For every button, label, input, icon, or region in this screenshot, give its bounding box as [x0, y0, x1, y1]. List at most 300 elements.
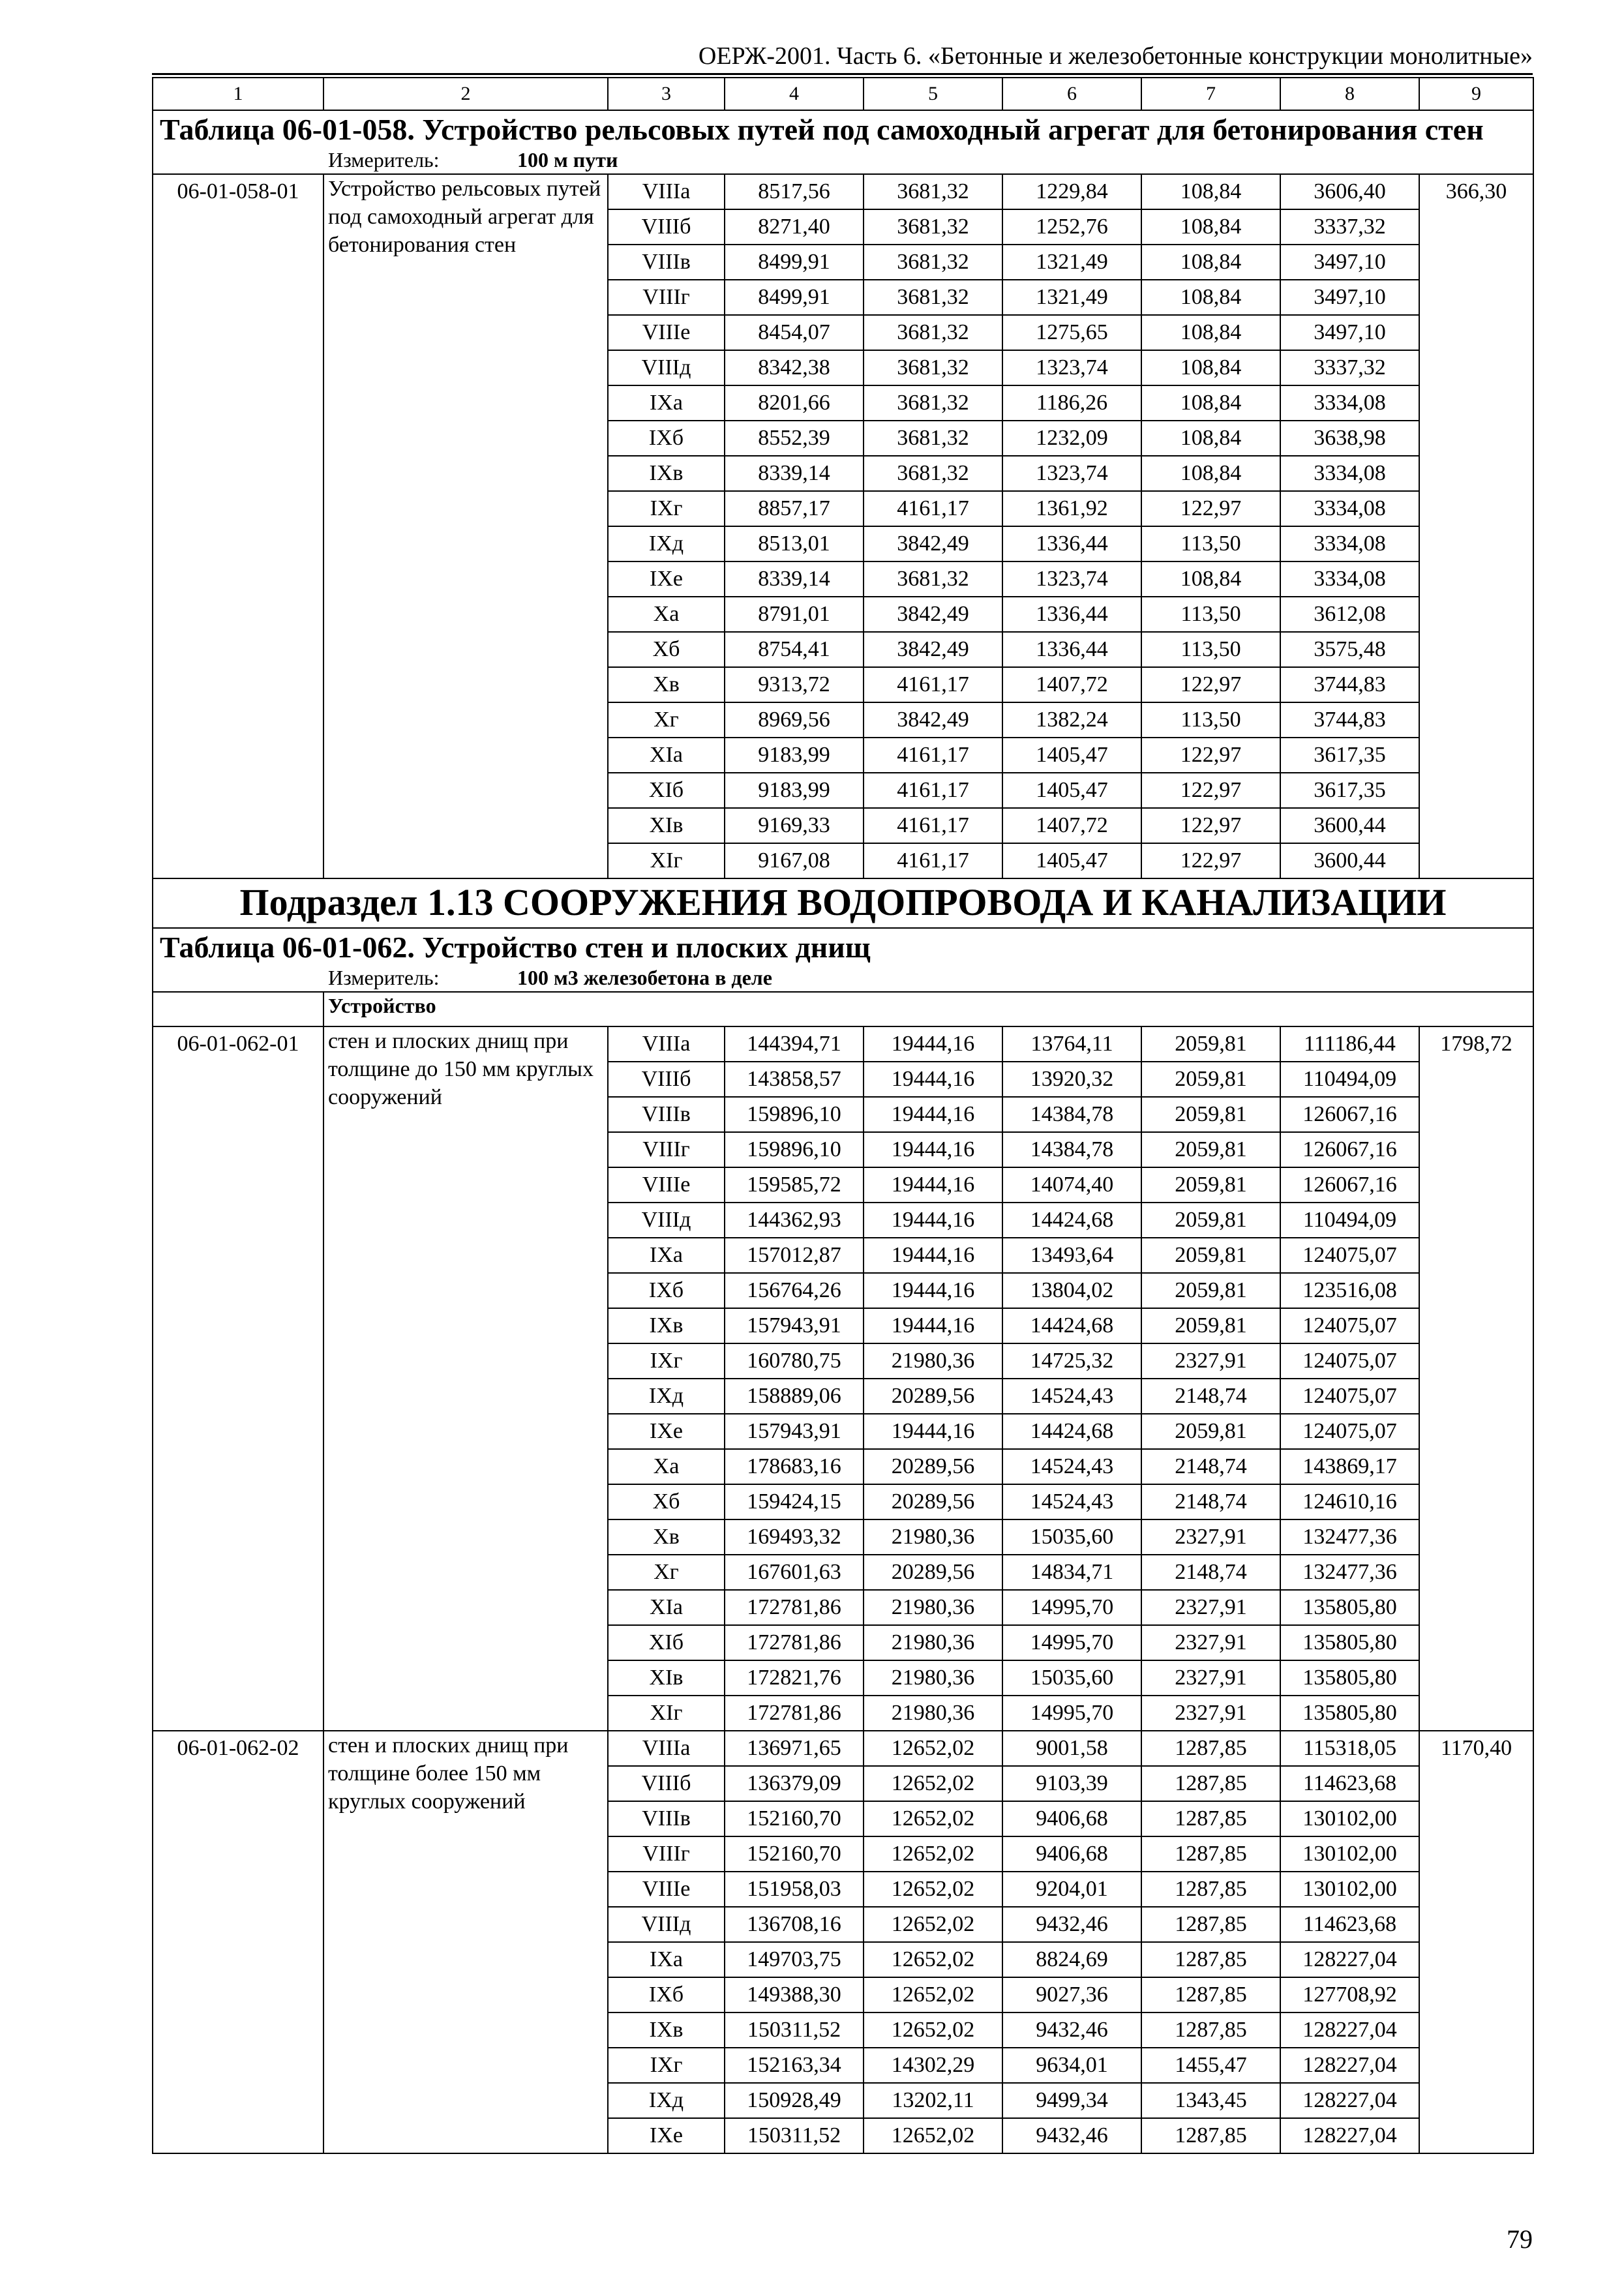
- zone-cell: Xг: [608, 702, 725, 738]
- value-cell: 3497,10: [1280, 315, 1419, 350]
- value-cell: 152163,34: [725, 2048, 864, 2083]
- value-cell: 124075,07: [1280, 1308, 1419, 1343]
- value-cell: 9406,68: [1002, 1836, 1141, 1872]
- value-cell: 20289,56: [864, 1555, 1002, 1590]
- zone-cell: XIв: [608, 1660, 725, 1696]
- value-cell: 159896,10: [725, 1097, 864, 1132]
- value-cell: 8499,91: [725, 245, 864, 280]
- zone-cell: IXа: [608, 1942, 725, 1977]
- value-cell: 9499,34: [1002, 2083, 1141, 2118]
- value-cell: 12652,02: [864, 1836, 1002, 1872]
- value-cell: 3681,32: [864, 385, 1002, 421]
- value-cell: 4161,17: [864, 843, 1002, 878]
- value-cell: 2059,81: [1141, 1097, 1280, 1132]
- value-cell: 8552,39: [725, 421, 864, 456]
- value-cell: 21980,36: [864, 1519, 1002, 1555]
- zone-cell: IXв: [608, 1308, 725, 1343]
- value-cell: 122,97: [1141, 843, 1280, 878]
- value-cell: 150928,49: [725, 2083, 864, 2118]
- value-cell: 124075,07: [1280, 1414, 1419, 1449]
- value-cell: 157943,91: [725, 1308, 864, 1343]
- value-cell: 113,50: [1141, 632, 1280, 667]
- value-cell: 4161,17: [864, 808, 1002, 843]
- value-cell: 1287,85: [1141, 1731, 1280, 1766]
- value-cell: 3842,49: [864, 702, 1002, 738]
- value-cell: 14995,70: [1002, 1625, 1141, 1660]
- zone-cell: IXг: [608, 491, 725, 526]
- value-cell: 8969,56: [725, 702, 864, 738]
- measure-value: 100 м3 железобетона в деле: [517, 966, 772, 989]
- value-cell: 172821,76: [725, 1660, 864, 1696]
- zone-cell: Xв: [608, 1519, 725, 1555]
- value-cell: 8517,56: [725, 174, 864, 209]
- measure-row: [153, 965, 1533, 992]
- zone-cell: IXд: [608, 526, 725, 561]
- value-cell: 2059,81: [1141, 1062, 1280, 1097]
- value-cell: 132477,36: [1280, 1555, 1419, 1590]
- value-cell: 12652,02: [864, 1872, 1002, 1907]
- value-cell: 126067,16: [1280, 1167, 1419, 1203]
- value-cell: 8513,01: [725, 526, 864, 561]
- value-cell: 14074,40: [1002, 1167, 1141, 1203]
- value-cell: 2059,81: [1141, 1026, 1280, 1062]
- value-cell: 152160,70: [725, 1836, 864, 1872]
- column-number: 4: [725, 78, 864, 110]
- value-cell: 136708,16: [725, 1907, 864, 1942]
- value-cell: 143858,57: [725, 1062, 864, 1097]
- zone-cell: VIIIг: [608, 1836, 725, 1872]
- value-cell: 108,84: [1141, 561, 1280, 597]
- value-cell: 1287,85: [1141, 1801, 1280, 1836]
- value-cell: 110494,09: [1280, 1062, 1419, 1097]
- value-cell: 2327,91: [1141, 1590, 1280, 1625]
- zone-cell: IXб: [608, 421, 725, 456]
- value-cell: 156764,26: [725, 1273, 864, 1308]
- value-cell: 3334,08: [1280, 561, 1419, 597]
- value-cell: 149388,30: [725, 1977, 864, 2012]
- column-number: 3: [608, 78, 725, 110]
- value-cell: 21980,36: [864, 1590, 1002, 1625]
- zone-cell: Xг: [608, 1555, 725, 1590]
- item-description: Устройство рельсовых путей под самоходный агрегат для бетонирования стен: [323, 174, 608, 878]
- zone-cell: VIIIа: [608, 1731, 725, 1766]
- value-cell: 108,84: [1141, 280, 1280, 315]
- value-cell: 144362,93: [725, 1203, 864, 1238]
- value-cell: 15035,60: [1002, 1660, 1141, 1696]
- value-cell: 135805,80: [1280, 1696, 1419, 1731]
- value-cell: 128227,04: [1280, 2118, 1419, 2153]
- value-cell: 1343,45: [1141, 2083, 1280, 2118]
- value-cell: 3600,44: [1280, 843, 1419, 878]
- value-cell: 1405,47: [1002, 773, 1141, 808]
- value-cell: 172781,86: [725, 1625, 864, 1660]
- value-cell: 1405,47: [1002, 738, 1141, 773]
- value-cell: 19444,16: [864, 1167, 1002, 1203]
- value-cell: 3842,49: [864, 526, 1002, 561]
- value-cell: 3600,44: [1280, 808, 1419, 843]
- value-cell: 1336,44: [1002, 597, 1141, 632]
- value-cell: 19444,16: [864, 1414, 1002, 1449]
- value-cell: 2148,74: [1141, 1555, 1280, 1590]
- zone-cell: VIIIд: [608, 1907, 725, 1942]
- value-cell: 3497,10: [1280, 280, 1419, 315]
- zone-cell: VIIIб: [608, 1062, 725, 1097]
- zone-cell: IXа: [608, 385, 725, 421]
- value-cell: 19444,16: [864, 1132, 1002, 1167]
- value-cell: 167601,63: [725, 1555, 864, 1590]
- value-cell: 9634,01: [1002, 2048, 1141, 2083]
- value-cell: 14524,43: [1002, 1379, 1141, 1414]
- value-cell: 2327,91: [1141, 1625, 1280, 1660]
- value-cell: 14834,71: [1002, 1555, 1141, 1590]
- zone-cell: VIIIе: [608, 315, 725, 350]
- value-cell: 172781,86: [725, 1590, 864, 1625]
- value-cell: 8791,01: [725, 597, 864, 632]
- zone-cell: Xа: [608, 597, 725, 632]
- value-cell: 124075,07: [1280, 1343, 1419, 1379]
- value-cell: 3681,32: [864, 280, 1002, 315]
- value-cell: 8342,38: [725, 350, 864, 385]
- value-cell: 3575,48: [1280, 632, 1419, 667]
- page-header: ОЕРЖ-2001. Часть 6. «Бетонные и железобетонные конструкции монолитные»: [698, 42, 1533, 70]
- value-cell: 14995,70: [1002, 1696, 1141, 1731]
- table-058-title: Таблица 06-01-058. Устройство рельсовых путей под самоходный агрегат для бетонирования стен: [153, 110, 1533, 147]
- column-number: 9: [1419, 78, 1533, 110]
- value-cell: 1287,85: [1141, 2012, 1280, 2048]
- value-cell: 124610,16: [1280, 1484, 1419, 1519]
- zone-cell: IXа: [608, 1238, 725, 1273]
- value-cell: 20289,56: [864, 1379, 1002, 1414]
- value-cell: 150311,52: [725, 2012, 864, 2048]
- value-cell: 19444,16: [864, 1308, 1002, 1343]
- value-cell: 20289,56: [864, 1449, 1002, 1484]
- zone-cell: VIIIе: [608, 1167, 725, 1203]
- value-cell: 14424,68: [1002, 1414, 1141, 1449]
- zone-cell: VIIIа: [608, 174, 725, 209]
- zone-cell: IXв: [608, 456, 725, 491]
- page-number: 79: [1507, 2224, 1533, 2254]
- value-cell: 14995,70: [1002, 1590, 1141, 1625]
- value-cell: 157943,91: [725, 1414, 864, 1449]
- zone-cell: VIIIг: [608, 1132, 725, 1167]
- value-cell: 21980,36: [864, 1696, 1002, 1731]
- zone-cell: XIв: [608, 808, 725, 843]
- value-cell: 128227,04: [1280, 2048, 1419, 2083]
- measure-value: 100 м пути: [517, 148, 618, 172]
- value-cell: 1232,09: [1002, 421, 1141, 456]
- value-cell: 8754,41: [725, 632, 864, 667]
- value-cell: 3497,10: [1280, 245, 1419, 280]
- value-cell: 9432,46: [1002, 1907, 1141, 1942]
- value-cell: 169493,32: [725, 1519, 864, 1555]
- value-cell: 136971,65: [725, 1731, 864, 1766]
- value-cell: 9027,36: [1002, 1977, 1141, 2012]
- value-cell: 159424,15: [725, 1484, 864, 1519]
- value-cell: 20289,56: [864, 1484, 1002, 1519]
- value-cell: 3334,08: [1280, 456, 1419, 491]
- value-cell: 8271,40: [725, 209, 864, 245]
- value-cell: 9183,99: [725, 773, 864, 808]
- value-cell: 130102,00: [1280, 1801, 1419, 1836]
- zone-cell: VIIIд: [608, 350, 725, 385]
- table-title-row: [153, 928, 1533, 965]
- table-title-row: [153, 110, 1533, 147]
- table-row: [153, 1731, 1533, 1766]
- value-cell: 2059,81: [1141, 1414, 1280, 1449]
- value-cell: 2148,74: [1141, 1379, 1280, 1414]
- zone-cell: IXд: [608, 2083, 725, 2118]
- value-cell: 2148,74: [1141, 1449, 1280, 1484]
- value-cell: 2059,81: [1141, 1273, 1280, 1308]
- value-cell: 2059,81: [1141, 1238, 1280, 1273]
- value-cell: 3334,08: [1280, 491, 1419, 526]
- zone-cell: VIIIг: [608, 280, 725, 315]
- value-cell: 3681,32: [864, 421, 1002, 456]
- value-cell: 1287,85: [1141, 1766, 1280, 1801]
- value-cell: 122,97: [1141, 667, 1280, 702]
- value-cell: 136379,09: [725, 1766, 864, 1801]
- value-cell: 9313,72: [725, 667, 864, 702]
- value-cell: 135805,80: [1280, 1590, 1419, 1625]
- value-cell: 110494,09: [1280, 1203, 1419, 1238]
- zone-cell: IXг: [608, 2048, 725, 2083]
- value-cell: 1321,49: [1002, 280, 1141, 315]
- value-cell: 4161,17: [864, 667, 1002, 702]
- value-cell: 3617,35: [1280, 773, 1419, 808]
- zone-cell: IXд: [608, 1379, 725, 1414]
- value-cell: 19444,16: [864, 1097, 1002, 1132]
- subheading: Устройство: [323, 992, 1533, 1026]
- value-cell: 3681,32: [864, 174, 1002, 209]
- value-cell: 3681,32: [864, 350, 1002, 385]
- value-cell: 8339,14: [725, 561, 864, 597]
- value-cell: 3606,40: [1280, 174, 1419, 209]
- value-cell: 1321,49: [1002, 245, 1141, 280]
- value-cell: 13804,02: [1002, 1273, 1141, 1308]
- value-cell: 2327,91: [1141, 1696, 1280, 1731]
- value-cell: 135805,80: [1280, 1625, 1419, 1660]
- table-062-title: Таблица 06-01-062. Устройство стен и плоских днищ: [153, 928, 1533, 965]
- value-cell: 2059,81: [1141, 1203, 1280, 1238]
- value-cell: 3337,32: [1280, 209, 1419, 245]
- item-description: стен и плоских днищ при толщине до 150 мм круглых сооружений: [323, 1026, 608, 1731]
- value-cell: 19444,16: [864, 1273, 1002, 1308]
- value-cell: 1407,72: [1002, 667, 1141, 702]
- value-cell: 108,84: [1141, 315, 1280, 350]
- value-cell: 13202,11: [864, 2083, 1002, 2118]
- zone-cell: VIIIа: [608, 1026, 725, 1062]
- zone-cell: XIг: [608, 843, 725, 878]
- value-cell: 1186,26: [1002, 385, 1141, 421]
- value-cell: 4161,17: [864, 773, 1002, 808]
- zone-cell: VIIIв: [608, 245, 725, 280]
- value-cell: 1407,72: [1002, 808, 1141, 843]
- zone-cell: VIIIб: [608, 209, 725, 245]
- value-cell: 4161,17: [864, 491, 1002, 526]
- value-cell: 14384,78: [1002, 1097, 1141, 1132]
- value-cell: 2059,81: [1141, 1308, 1280, 1343]
- value-cell: 123516,08: [1280, 1273, 1419, 1308]
- value-cell: 1252,76: [1002, 209, 1141, 245]
- value-cell: 122,97: [1141, 491, 1280, 526]
- value-cell: 9406,68: [1002, 1801, 1141, 1836]
- value-cell: 3337,32: [1280, 350, 1419, 385]
- measure-row: [153, 147, 1533, 174]
- value-cell: 14302,29: [864, 2048, 1002, 2083]
- value-cell: 12652,02: [864, 2012, 1002, 2048]
- value-cell: 9432,46: [1002, 2012, 1141, 2048]
- zone-cell: IXе: [608, 561, 725, 597]
- value-cell: 14424,68: [1002, 1203, 1141, 1238]
- value-cell: 124075,07: [1280, 1379, 1419, 1414]
- value-cell: 114623,68: [1280, 1766, 1419, 1801]
- value-cell: 132477,36: [1280, 1519, 1419, 1555]
- zone-cell: XIб: [608, 773, 725, 808]
- value-cell: 113,50: [1141, 526, 1280, 561]
- zone-cell: Xб: [608, 1484, 725, 1519]
- value-cell: 122,97: [1141, 738, 1280, 773]
- value-cell: 115318,05: [1280, 1731, 1419, 1766]
- value-cell: 3612,08: [1280, 597, 1419, 632]
- value-cell: 126067,16: [1280, 1097, 1419, 1132]
- value-cell: 13493,64: [1002, 1238, 1141, 1273]
- measure-label: Измеритель:: [328, 966, 440, 989]
- value-cell: 159585,72: [725, 1167, 864, 1203]
- value-cell: 3842,49: [864, 632, 1002, 667]
- value-cell: 2059,81: [1141, 1167, 1280, 1203]
- value-cell: 9204,01: [1002, 1872, 1141, 1907]
- value-cell: 8454,07: [725, 315, 864, 350]
- value-cell: 1275,65: [1002, 315, 1141, 350]
- value-cell: 8201,66: [725, 385, 864, 421]
- value-cell: 2327,91: [1141, 1660, 1280, 1696]
- price-table: [152, 77, 1534, 2154]
- value-cell: 111186,44: [1280, 1026, 1419, 1062]
- zone-cell: IXг: [608, 1343, 725, 1379]
- zone-cell: XIа: [608, 1590, 725, 1625]
- zone-cell: Xб: [608, 632, 725, 667]
- zone-cell: VIIIе: [608, 1872, 725, 1907]
- value-cell: 14524,43: [1002, 1449, 1141, 1484]
- value-cell: 122,97: [1141, 773, 1280, 808]
- value-cell: 135805,80: [1280, 1660, 1419, 1696]
- value-cell: 128227,04: [1280, 1942, 1419, 1977]
- value-cell: 3638,98: [1280, 421, 1419, 456]
- value-cell: 122,97: [1141, 808, 1280, 843]
- value-cell: 19444,16: [864, 1238, 1002, 1273]
- value-cell: 14424,68: [1002, 1308, 1141, 1343]
- value-cell: 1287,85: [1141, 1977, 1280, 2012]
- value-cell: 3334,08: [1280, 526, 1419, 561]
- value-cell: 21980,36: [864, 1660, 1002, 1696]
- value-cell: 114623,68: [1280, 1907, 1419, 1942]
- subheading-spacer: [153, 992, 323, 1026]
- zone-cell: VIIIв: [608, 1801, 725, 1836]
- measure-label: Измеритель:: [328, 148, 440, 172]
- value-cell: 9001,58: [1002, 1731, 1141, 1766]
- column-number: 6: [1002, 78, 1141, 110]
- zone-cell: XIг: [608, 1696, 725, 1731]
- value-cell: 8824,69: [1002, 1942, 1141, 1977]
- value-cell: 21980,36: [864, 1625, 1002, 1660]
- zone-cell: IXб: [608, 1977, 725, 2012]
- value-cell: 19444,16: [864, 1062, 1002, 1097]
- value-cell: 1287,85: [1141, 1942, 1280, 1977]
- value-cell: 19444,16: [864, 1203, 1002, 1238]
- value-cell: 1336,44: [1002, 632, 1141, 667]
- value-cell: 2059,81: [1141, 1132, 1280, 1167]
- table-062-measure: [153, 965, 1533, 992]
- value-cell: 21980,36: [864, 1343, 1002, 1379]
- subsection-title: Подраздел 1.13 СООРУЖЕНИЯ ВОДОПРОВОДА И КАНАЛИЗАЦИИ: [153, 878, 1533, 928]
- zone-cell: Xа: [608, 1449, 725, 1484]
- value-cell: 1455,47: [1141, 2048, 1280, 2083]
- value-cell: 108,84: [1141, 421, 1280, 456]
- value-cell: 9169,33: [725, 808, 864, 843]
- item-code: 06-01-062-01: [153, 1026, 323, 1731]
- value-cell: 1323,74: [1002, 456, 1141, 491]
- subsection-row: [153, 878, 1533, 928]
- value-cell: 130102,00: [1280, 1872, 1419, 1907]
- value-cell: 8857,17: [725, 491, 864, 526]
- value-cell: 130102,00: [1280, 1836, 1419, 1872]
- value-cell: 149703,75: [725, 1942, 864, 1977]
- value-cell: 14384,78: [1002, 1132, 1141, 1167]
- zone-cell: IXб: [608, 1273, 725, 1308]
- value-cell: 108,84: [1141, 350, 1280, 385]
- zone-cell: VIIIв: [608, 1097, 725, 1132]
- value-cell: 1229,84: [1002, 174, 1141, 209]
- value-cell: 8499,91: [725, 280, 864, 315]
- value-cell: 19444,16: [864, 1026, 1002, 1062]
- value-cell: 12652,02: [864, 1731, 1002, 1766]
- value-cell: 108,84: [1141, 245, 1280, 280]
- value-cell: 2148,74: [1141, 1484, 1280, 1519]
- value-cell: 172781,86: [725, 1696, 864, 1731]
- value-cell: 15035,60: [1002, 1519, 1141, 1555]
- value-cell: 124075,07: [1280, 1238, 1419, 1273]
- item-col9-value: 1170,40: [1419, 1731, 1533, 2153]
- value-cell: 128227,04: [1280, 2012, 1419, 2048]
- value-cell: 1382,24: [1002, 702, 1141, 738]
- value-cell: 151958,03: [725, 1872, 864, 1907]
- value-cell: 158889,06: [725, 1379, 864, 1414]
- table-row: [153, 1026, 1533, 1062]
- zone-cell: IXв: [608, 2012, 725, 2048]
- value-cell: 160780,75: [725, 1343, 864, 1379]
- value-cell: 1361,92: [1002, 491, 1141, 526]
- value-cell: 4161,17: [864, 738, 1002, 773]
- column-number: 5: [864, 78, 1002, 110]
- value-cell: 2327,91: [1141, 1343, 1280, 1379]
- column-number: 7: [1141, 78, 1280, 110]
- value-cell: 128227,04: [1280, 2083, 1419, 2118]
- value-cell: 157012,87: [725, 1238, 864, 1273]
- value-cell: 8339,14: [725, 456, 864, 491]
- value-cell: 1287,85: [1141, 1836, 1280, 1872]
- column-number: 2: [323, 78, 608, 110]
- value-cell: 9183,99: [725, 738, 864, 773]
- value-cell: 12652,02: [864, 1977, 1002, 2012]
- value-cell: 1336,44: [1002, 526, 1141, 561]
- value-cell: 14725,32: [1002, 1343, 1141, 1379]
- table-row: [153, 174, 1533, 209]
- value-cell: 2327,91: [1141, 1519, 1280, 1555]
- value-cell: 126067,16: [1280, 1132, 1419, 1167]
- value-cell: 108,84: [1141, 174, 1280, 209]
- value-cell: 113,50: [1141, 702, 1280, 738]
- value-cell: 13764,11: [1002, 1026, 1141, 1062]
